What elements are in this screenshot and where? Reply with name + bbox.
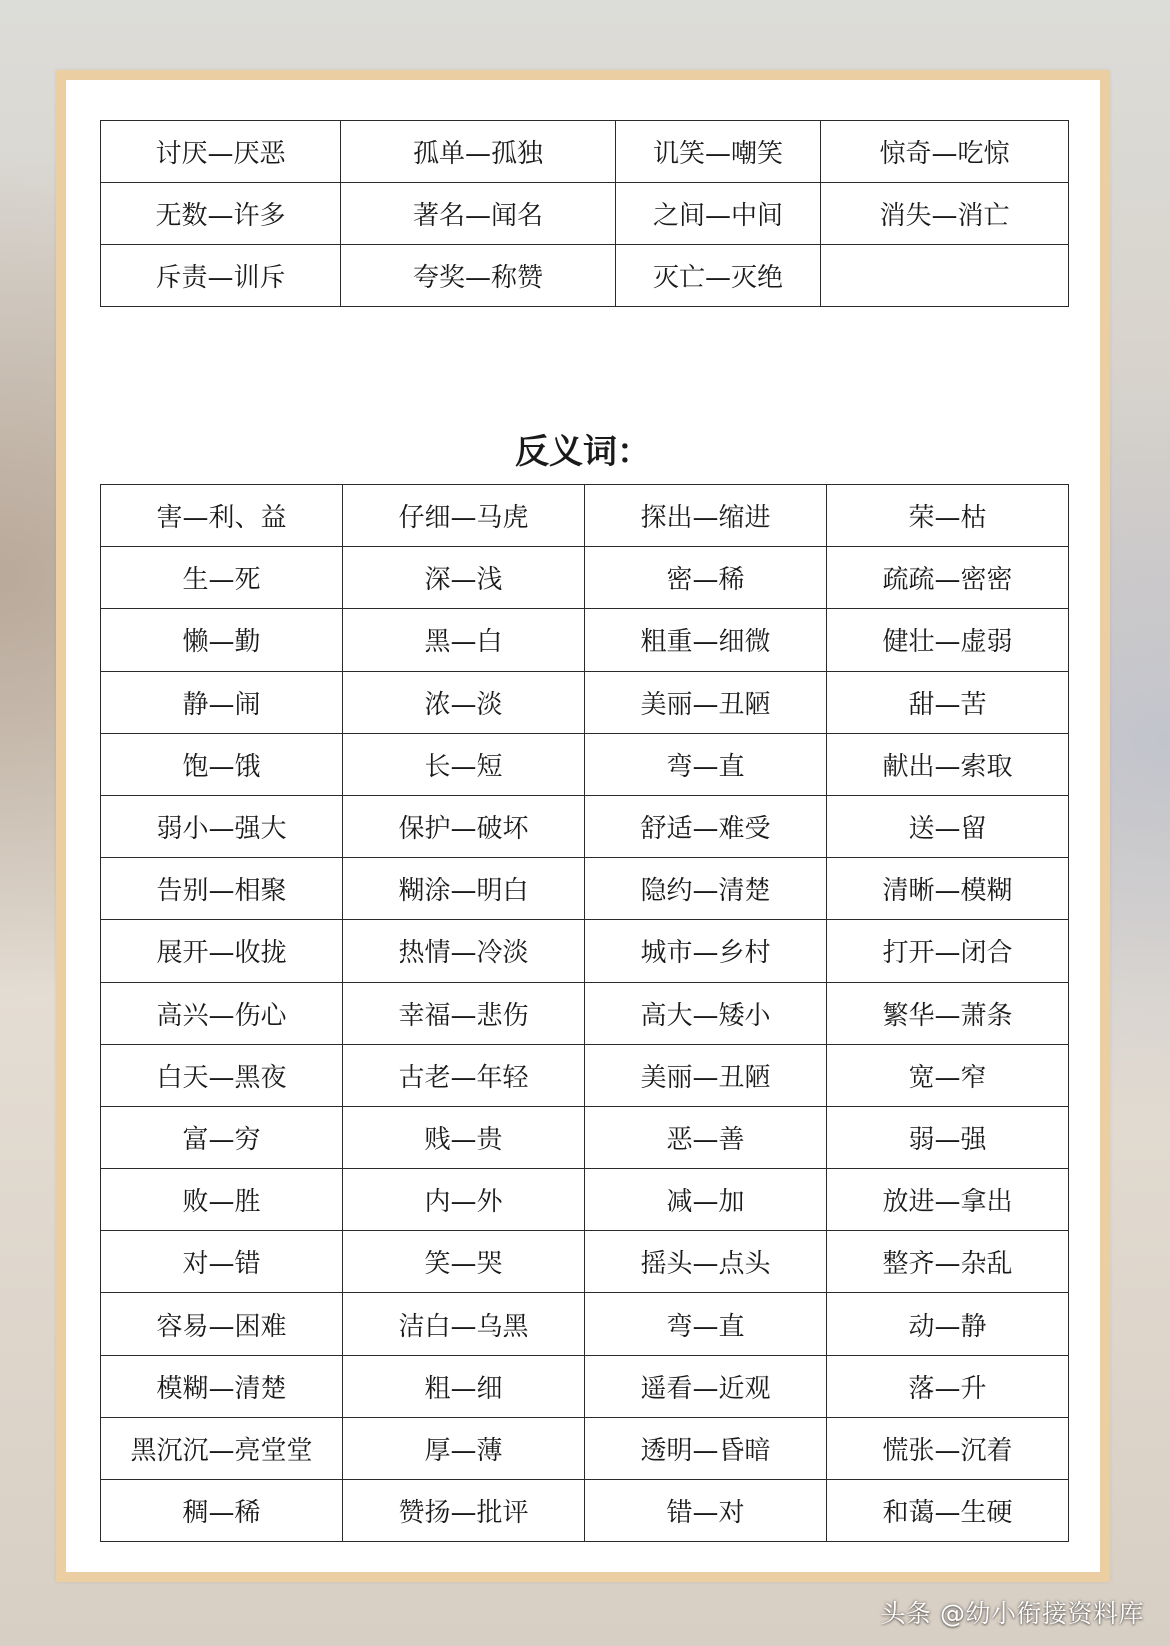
word-pair-cell: 害—利、益 [101, 485, 343, 547]
word-pair-cell: 洁白—乌黑 [343, 1293, 585, 1355]
word-pair-cell: 贱—贵 [343, 1106, 585, 1168]
antonym-row [101, 982, 1069, 1044]
antonym-row [101, 1044, 1069, 1106]
word-pair-cell: 内—外 [343, 1169, 585, 1231]
word-pair-cell: 稠—稀 [101, 1480, 343, 1542]
word-pair-cell: 弯—直 [585, 1293, 827, 1355]
antonym-row [101, 485, 1069, 547]
synonym-row [101, 245, 1069, 307]
antonym-row [101, 1417, 1069, 1479]
word-pair-cell: 错—对 [585, 1480, 827, 1542]
word-pair-cell: 饱—饿 [101, 733, 343, 795]
antonym-row [101, 671, 1069, 733]
word-pair-cell: 无数—许多 [101, 183, 341, 245]
word-pair-cell: 舒适—难受 [585, 795, 827, 857]
word-pair-cell: 生—死 [101, 547, 343, 609]
word-pair-cell: 灭亡—灭绝 [616, 245, 821, 307]
word-pair-cell: 荣—枯 [827, 485, 1069, 547]
word-pair-cell: 糊涂—明白 [343, 858, 585, 920]
word-pair-cell: 摇头—点头 [585, 1231, 827, 1293]
word-pair-cell: 容易—困难 [101, 1293, 343, 1355]
word-pair-cell: 整齐—杂乱 [827, 1231, 1069, 1293]
word-pair-cell: 浓—淡 [343, 671, 585, 733]
word-pair-cell: 粗重—细微 [585, 609, 827, 671]
word-pair-cell: 黑—白 [343, 609, 585, 671]
word-pair-cell: 富—穷 [101, 1106, 343, 1168]
word-pair-cell: 探出—缩进 [585, 485, 827, 547]
word-pair-cell: 懒—勤 [101, 609, 343, 671]
word-pair-cell: 疏疏—密密 [827, 547, 1069, 609]
word-pair-cell: 落—升 [827, 1355, 1069, 1417]
antonym-row [101, 1106, 1069, 1168]
word-pair-cell: 保护—破坏 [343, 795, 585, 857]
word-pair-cell: 深—浅 [343, 547, 585, 609]
word-pair-cell: 长—短 [343, 733, 585, 795]
word-pair-cell: 展开—收拢 [101, 920, 343, 982]
word-pair-cell: 仔细—马虎 [343, 485, 585, 547]
antonym-row [101, 1293, 1069, 1355]
word-pair-cell: 减—加 [585, 1169, 827, 1231]
word-pair-cell: 幸福—悲伤 [343, 982, 585, 1044]
word-pair-cell: 著名—闻名 [341, 183, 616, 245]
word-pair-cell: 遥看—近观 [585, 1355, 827, 1417]
word-pair-cell: 送—留 [827, 795, 1069, 857]
synonym-row [101, 183, 1069, 245]
word-pair-cell: 清晰—模糊 [827, 858, 1069, 920]
antonym-section-title: 反义词： [515, 432, 651, 472]
document-page [56, 70, 1110, 1582]
synonym-table [100, 120, 1069, 307]
antonym-row [101, 609, 1069, 671]
word-pair-cell: 古老—年轻 [343, 1044, 585, 1106]
word-pair-cell: 讥笑—嘲笑 [616, 121, 821, 183]
antonym-table [100, 484, 1069, 1542]
word-pair-cell: 高大—矮小 [585, 982, 827, 1044]
antonym-row [101, 1480, 1069, 1542]
word-pair-cell: 弱小—强大 [101, 795, 343, 857]
word-pair-cell: 黑沉沉—亮堂堂 [101, 1417, 343, 1479]
word-pair-cell: 厚—薄 [343, 1417, 585, 1479]
word-pair-cell: 败—胜 [101, 1169, 343, 1231]
word-pair-cell: 城市—乡村 [585, 920, 827, 982]
word-pair-cell: 讨厌—厌恶 [101, 121, 341, 183]
word-pair-cell: 弱—强 [827, 1106, 1069, 1168]
word-pair-cell: 动—静 [827, 1293, 1069, 1355]
watermark: 头条 @幼小衔接资料库 [880, 1599, 1144, 1628]
antonym-row [101, 1231, 1069, 1293]
word-pair-cell: 美丽—丑陋 [585, 1044, 827, 1106]
word-pair-cell: 粗—细 [343, 1355, 585, 1417]
word-pair-cell: 慌张—沉着 [827, 1417, 1069, 1479]
antonym-row [101, 547, 1069, 609]
word-pair-cell: 静—闹 [101, 671, 343, 733]
word-pair-cell: 孤单—孤独 [341, 121, 616, 183]
word-pair-cell: 透明—昏暗 [585, 1417, 827, 1479]
word-pair-cell: 热情—冷淡 [343, 920, 585, 982]
word-pair-cell: 高兴—伤心 [101, 982, 343, 1044]
word-pair-cell: 告别—相聚 [101, 858, 343, 920]
word-pair-cell: 放进—拿出 [827, 1169, 1069, 1231]
word-pair-cell: 献出—索取 [827, 733, 1069, 795]
word-pair-cell: 赞扬—批评 [343, 1480, 585, 1542]
antonym-row [101, 1169, 1069, 1231]
antonym-row [101, 1355, 1069, 1417]
word-pair-cell: 夸奖—称赞 [341, 245, 616, 307]
antonym-row [101, 733, 1069, 795]
word-pair-cell: 笑—哭 [343, 1231, 585, 1293]
word-pair-cell [821, 245, 1069, 307]
word-pair-cell: 对—错 [101, 1231, 343, 1293]
word-pair-cell: 繁华—萧条 [827, 982, 1069, 1044]
word-pair-cell: 隐约—清楚 [585, 858, 827, 920]
synonym-row [101, 121, 1069, 183]
word-pair-cell: 之间—中间 [616, 183, 821, 245]
word-pair-cell: 打开—闭合 [827, 920, 1069, 982]
word-pair-cell: 宽—窄 [827, 1044, 1069, 1106]
word-pair-cell: 模糊—清楚 [101, 1355, 343, 1417]
word-pair-cell: 斥责—训斥 [101, 245, 341, 307]
antonym-row [101, 920, 1069, 982]
word-pair-cell: 恶—善 [585, 1106, 827, 1168]
antonym-row [101, 795, 1069, 857]
word-pair-cell: 白天—黑夜 [101, 1044, 343, 1106]
word-pair-cell: 和蔼—生硬 [827, 1480, 1069, 1542]
word-pair-cell: 密—稀 [585, 547, 827, 609]
word-pair-cell: 健壮—虚弱 [827, 609, 1069, 671]
word-pair-cell: 弯—直 [585, 733, 827, 795]
word-pair-cell: 美丽—丑陋 [585, 671, 827, 733]
word-pair-cell: 消失—消亡 [821, 183, 1069, 245]
word-pair-cell: 甜—苦 [827, 671, 1069, 733]
word-pair-cell: 惊奇—吃惊 [821, 121, 1069, 183]
antonym-row [101, 858, 1069, 920]
